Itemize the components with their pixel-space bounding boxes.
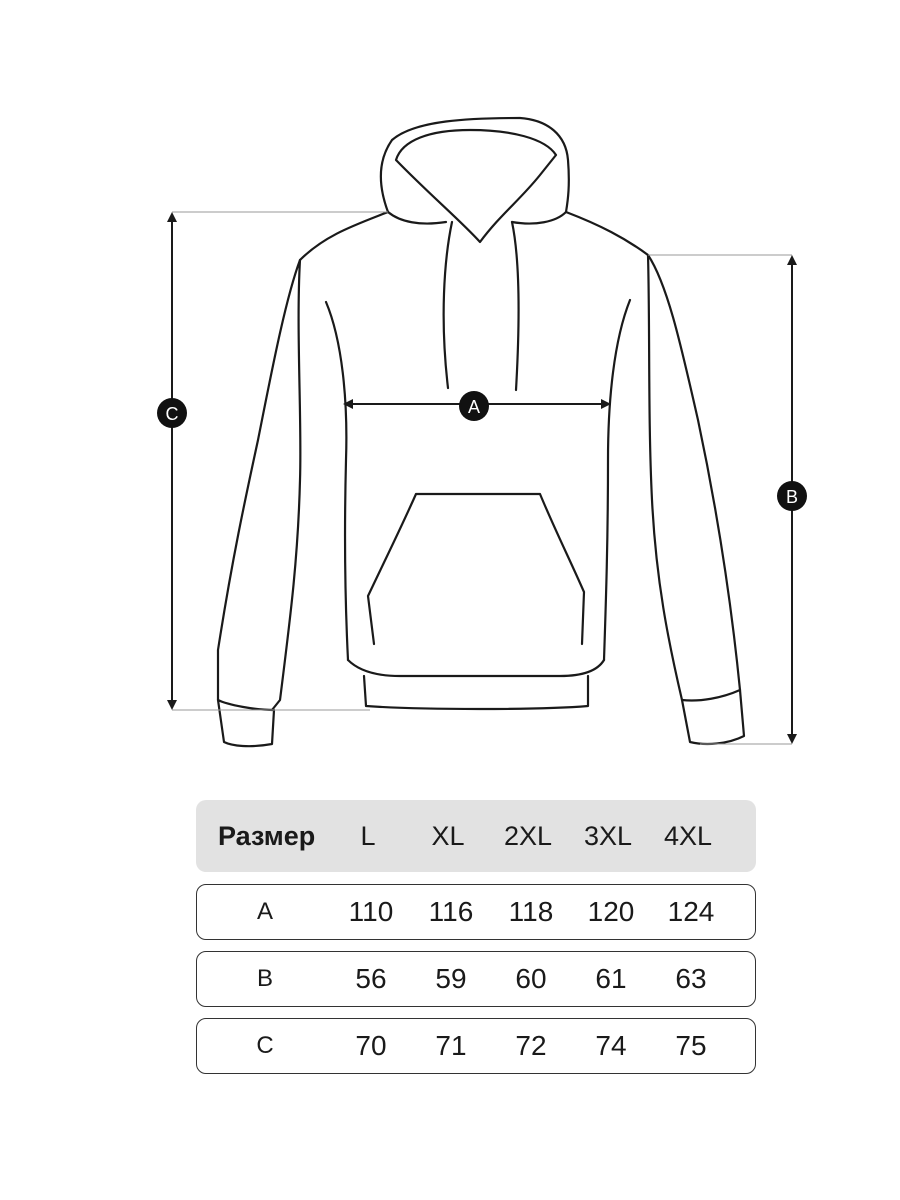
row-a-value-3xl: 120	[587, 896, 635, 927]
row-c-value-2xl: 72	[515, 1030, 547, 1061]
row-a-value-xl: 116	[428, 896, 474, 927]
table-row-b	[196, 951, 756, 1007]
body-left-outline	[218, 212, 388, 700]
row-c-value-4xl: 75	[675, 1030, 707, 1061]
table-header-row	[196, 800, 756, 872]
row-a-value-2xl: 118	[508, 896, 554, 927]
size-table	[196, 800, 756, 1074]
row-b-value-3xl: 61	[595, 963, 627, 994]
right-sleeve-inner	[648, 255, 682, 700]
header-size-2xl: 2XL	[503, 820, 553, 851]
drawstring-right	[512, 222, 519, 390]
dimension-c	[157, 212, 187, 710]
waistband-outline	[364, 676, 588, 709]
left-sleeve-inner	[272, 260, 300, 710]
row-c-value-xl: 71	[435, 1030, 467, 1061]
hem-outline	[348, 660, 604, 676]
right-cuff-outline	[682, 690, 744, 744]
row-b-label: B	[256, 965, 273, 992]
header-size-4xl: 4XL	[663, 820, 713, 851]
row-c-label: C	[256, 1032, 274, 1059]
drawstring-left	[444, 222, 452, 388]
row-b-value-xl: 59	[435, 963, 467, 994]
table-row-c	[196, 1018, 756, 1074]
header-size-3xl: 3XL	[583, 820, 633, 851]
body-right-outline	[566, 212, 740, 690]
hood-inner-outline	[396, 130, 556, 242]
hood-outline	[381, 118, 569, 212]
row-a-value-4xl: 124	[667, 896, 715, 927]
row-c-value-3xl: 74	[595, 1030, 627, 1061]
dimension-a	[343, 391, 611, 421]
marker-c-label: C	[165, 404, 179, 424]
header-size-label: Размер	[218, 820, 316, 851]
row-b-value-4xl: 63	[675, 963, 707, 994]
marker-a-label: A	[467, 397, 481, 417]
row-a-label: A	[256, 898, 273, 925]
header-size-xl: XL	[431, 820, 465, 851]
body-left-inner	[326, 302, 348, 660]
pocket-outline	[368, 494, 584, 644]
table-row-a	[196, 884, 756, 940]
row-b-value-2xl: 60	[515, 963, 547, 994]
row-b-value-l: 56	[355, 963, 387, 994]
row-a-value-l: 110	[348, 896, 394, 927]
row-c-value-l: 70	[355, 1030, 387, 1061]
dimension-b	[777, 255, 807, 744]
body-right-inner	[604, 300, 630, 660]
marker-b-label: B	[785, 487, 799, 507]
header-size-l: L	[360, 820, 376, 851]
left-cuff-outline	[218, 700, 274, 746]
hood-side-outline	[388, 212, 566, 224]
